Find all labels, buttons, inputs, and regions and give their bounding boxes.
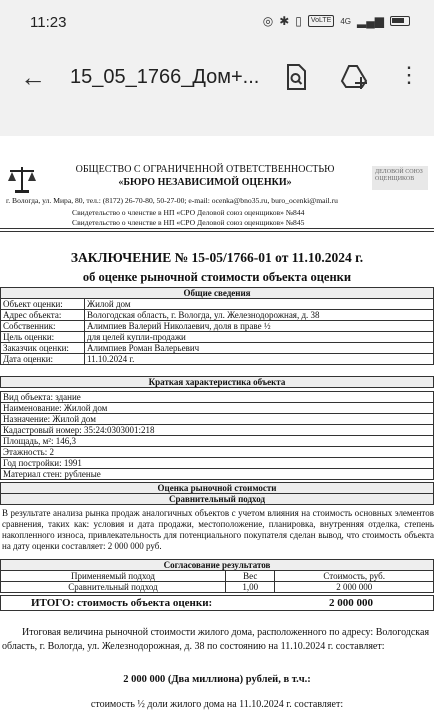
brief-item: Наименование: Жилой дом [1, 403, 434, 414]
table-row [1, 392, 434, 403]
table-row [1, 425, 434, 436]
total-label: ИТОГО: стоимость объекта оценки: [31, 597, 213, 609]
drive-add-icon[interactable] [340, 64, 368, 95]
brief-item: Кадастровый номер: 35:24:0303001:218 [1, 425, 434, 436]
row-value: 11.10.2024 г. [85, 354, 434, 365]
table-row [1, 403, 434, 414]
bluetooth-icon: ✱ [279, 14, 290, 28]
row-key: Дата оценки: [1, 354, 85, 365]
status-time: 11:23 [30, 14, 67, 31]
row-value: Алимпиев Роман Валерьевич [85, 343, 434, 354]
table-row [1, 571, 434, 582]
sro-badge: ДЕЛОВОЙ СОЮЗ ОЦЕНЩИКОВ [372, 166, 428, 190]
viewer-toolbar [0, 46, 434, 110]
status-icons [263, 14, 410, 28]
table-row [1, 321, 434, 332]
table-row [1, 447, 434, 458]
share-text: стоимость ½ доли жилого дома на 11.10.2024 г. составляет: [90, 699, 344, 710]
doc-search-icon[interactable] [285, 64, 307, 95]
cert-line-1: Свидетельство о членстве в НП «СРО Деловой союз оценщиков» №844 [72, 208, 305, 217]
final-text: Итоговая величина рыночной стоимости жилого дома, расположенного по адресу: Вологодская область, г. Вологда, ул. Железнодорожная, д. 38 по состоянию на 11.10.2024 г. составляет: [2, 627, 430, 652]
table-cell: 2 000 000 [275, 582, 434, 593]
row-value: Алимпиев Валерий Николаевич, доля в праве ½ [85, 321, 434, 332]
brief-item: Вид объекта: здание [1, 392, 434, 403]
total-value: 2 000 000 [329, 597, 373, 609]
document-page[interactable] [0, 136, 434, 710]
brief-header: Краткая характеристика объекта [1, 377, 434, 388]
divider [0, 228, 434, 229]
back-arrow-icon[interactable]: ← [20, 62, 46, 92]
brief-table [0, 376, 434, 480]
table-row [1, 332, 434, 343]
toolbar-separator [0, 110, 434, 136]
col-header: Вес [226, 571, 275, 582]
brief-item: Площадь, м²: 146,3 [1, 436, 434, 447]
table-row [1, 469, 434, 480]
table-cell: Сравнительный подход [1, 582, 226, 593]
file-title: 15_05_1766_Дом+... [70, 66, 260, 88]
row-value: Вологодская область, г. Вологда, ул. Железнодорожная, д. 38 [85, 310, 434, 321]
sum-text: 2 000 000 (Два миллиона) рублей, в т.ч.: [123, 674, 311, 685]
agreement-table [0, 559, 434, 593]
table-cell: 1,00 [226, 582, 275, 593]
brief-item: Год постройки: 1991 [1, 458, 434, 469]
doc-subtitle: об оценке рыночной стоимости объекта оценки [82, 270, 352, 284]
general-header: Общие сведения [1, 288, 434, 299]
vibrate-icon: ▯ [295, 14, 302, 28]
row-key: Адрес объекта: [1, 310, 85, 321]
doc-title: ЗАКЛЮЧЕНИЕ № 15-05/1766-01 от 11.10.2024 г. [70, 250, 364, 265]
org-address: г. Вологда, ул. Мира, 80, тел.: (8172) 26-70-80, 50-27-00; e-mail: ocenka@bno35.ru, buro_ocenki@mail.ru [6, 196, 338, 205]
org-line1: ОБЩЕСТВО С ОГРАНИЧЕННОЙ ОТВЕТСТВЕННОСТЬЮ [75, 164, 335, 175]
row-key: Цель оценки: [1, 332, 85, 343]
row-key: Заказчик оценки: [1, 343, 85, 354]
table-row [1, 343, 434, 354]
valuation-header: Оценка рыночной стоимости [1, 483, 434, 494]
col-header: Применяемый подход [1, 571, 226, 582]
status-bar [0, 0, 434, 46]
table-row [1, 414, 434, 425]
table-row [1, 354, 434, 365]
scales-logo-icon [6, 164, 38, 194]
general-table [0, 287, 434, 365]
total-row [0, 595, 434, 611]
table-row [1, 582, 434, 593]
agreement-header: Согласование результатов [1, 560, 434, 571]
eye-icon: ◎ [262, 14, 274, 28]
comparative-header: Сравнительный подход [1, 494, 434, 505]
signal-icon: ▂▄▆ [357, 14, 384, 28]
brief-item: Материал стен: рубленые [1, 469, 434, 480]
more-vert-icon[interactable]: ⋮ [398, 62, 420, 87]
table-row [1, 310, 434, 321]
brief-item: Этажность: 2 [1, 447, 434, 458]
row-value: Жилой дом [85, 299, 434, 310]
volte-icon: VoLTE [308, 15, 335, 27]
divider [0, 231, 434, 232]
brief-item: Назначение: Жилой дом [1, 414, 434, 425]
table-row [1, 299, 434, 310]
valuation-header-table [0, 482, 434, 505]
network-type: 4G [340, 16, 352, 26]
comparative-text: В результате анализа рынка продаж аналогичных объектов с учетом влияния на стоимость основных элементов сравнения, таких как: условия и дата продажи, местоположение, планировка, внутренняя отделка, степень накопленного износа, привлекательность для потенциального покупателя сделан вывод, что стоимость объекта на дату оценки составляет: 2 000 000 руб. [2, 508, 434, 551]
row-key: Собственник: [1, 321, 85, 332]
table-row [1, 458, 434, 469]
col-header: Стоимость, руб. [275, 571, 434, 582]
table-row [1, 436, 434, 447]
row-key: Объект оценки: [1, 299, 85, 310]
cert-line-2: Свидетельство о членстве в НП «СРО Деловой союз оценщиков» №845 [72, 218, 305, 227]
org-line2: «БЮРО НЕЗАВИСИМОЙ ОЦЕНКИ» [118, 177, 292, 188]
row-value: для целей купли-продажи [85, 332, 434, 343]
battery-icon [390, 16, 410, 26]
org-name [40, 164, 370, 188]
